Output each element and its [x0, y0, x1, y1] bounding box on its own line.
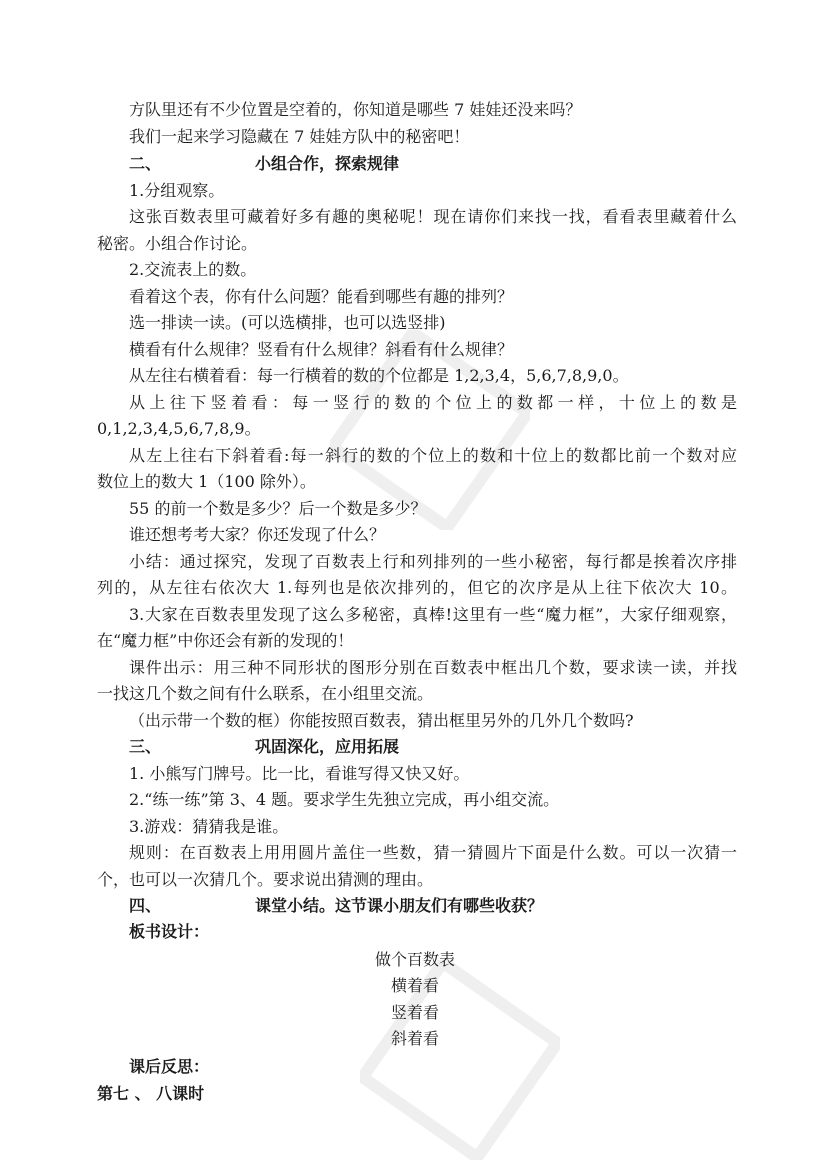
section-heading-3 [129, 735, 737, 759]
text-line: 这张百数表里可藏着好多有趣的奥秘呢！现在请你们来找一找，看看表里藏着什么 [129, 207, 737, 226]
section-number: 四、 [129, 896, 162, 915]
next-lesson-heading: 第七 、 八课时 [97, 1084, 205, 1103]
section-title: 课堂小结。这节课小朋友们有哪些收获？ [255, 896, 544, 915]
board-design-label: 板书设计： [129, 922, 210, 941]
text-line: 在“魔力框”中你还会有新的发现的！ [97, 631, 354, 650]
text-line: 秘密。小组合作讨论。 [97, 234, 258, 253]
text-line: 1. 小熊写门牌号。比一比，看谁写得又快又好。 [129, 764, 470, 783]
text-line: 方队里还有不少位置是空着的，你知道是哪些 7 娃娃还没来吗？ [129, 100, 582, 119]
text-line: 1.分组观察。 [129, 181, 225, 200]
text-line: 数位上的数大 1（100 除外）。 [97, 472, 316, 491]
section-heading-4 [129, 894, 737, 918]
section-number: 三、 [129, 737, 162, 756]
section-heading-2 [129, 152, 737, 176]
board-line: 竖着看 [390, 1003, 439, 1022]
text-line: 谁还想考考大家？你还发现了什么？ [129, 525, 386, 544]
text-line: 规则：在百数表上用用圆片盖住一些数，猜一猜圆片下面是什么数。可以一次猜一 [129, 843, 737, 862]
text-line: 一找这几个数之间有什么联系，在小组里交流。 [97, 684, 434, 703]
text-line: 从左往右横着看：每一行横着的数的个位都是 1,2,3,4，5,6,7,8,9,0。 [129, 366, 629, 385]
text-line: 2.交流表上的数。 [129, 260, 257, 279]
text-line: 2.“练一练”第 3、4 题。要求学生先独立完成，再小组交流。 [129, 790, 560, 809]
board-line: 横着看 [390, 976, 439, 995]
text-line: 3.大家在百数表里发现了这么多秘密，真棒!这里有一些“魔力框”，大家仔细观察， [129, 605, 737, 624]
text-line: 看着这个表，你有什么问题？能看到哪些有趣的排列？ [129, 287, 514, 306]
text-line: 从左上往右下斜着看:每一斜行的数的个位上的数和十位上的数都比前一个数对应 [129, 446, 737, 465]
reflection-label: 课后反思： [129, 1057, 210, 1076]
text-line: 课件出示：用三种不同形状的图形分别在百数表中框出几个数，要求读一读，并找 [129, 658, 737, 677]
section-title: 小组合作，探索规律 [255, 154, 400, 173]
board-line: 斜着看 [390, 1029, 439, 1048]
text-line: 列的，从左往右依次大 1.每列也是依次排列的，但它的次序是从上往下依次大 10。 [97, 578, 737, 597]
text-line: 3.游戏：猜猜我是谁。 [129, 817, 289, 836]
text-line: 从上往下竖着看：每一竖行的数的个位上的数都一样，十位上的数是 [129, 393, 737, 412]
text-line: 选一排读一读。(可以选横排，也可以选竖排) [129, 313, 446, 332]
text-line: 0,1,2,3,4,5,6,7,8,9。 [97, 419, 261, 438]
text-line: 我们一起来学习隐藏在 7 娃娃方队中的秘密吧！ [129, 127, 470, 146]
text-line: 小结：通过探究，发现了百数表上行和列排列的一些小秘密，每行都是挨着次序排 [129, 552, 737, 571]
section-title: 巩固深化，应用拓展 [255, 737, 400, 756]
text-line: （出示带一个数的框）你能按照百数表，猜出框里另外的几外几个数吗? [129, 711, 634, 730]
text-line: 横看有什么规律？竖看有什么规律？斜看有什么规律？ [129, 340, 514, 359]
text-line: 55 的前一个数是多少？后一个数是多少？ [129, 499, 427, 518]
text-line: 个，也可以一次猜几个。要求说出猜测的理由。 [97, 870, 434, 889]
section-number: 二、 [129, 154, 162, 173]
board-line: 做个百数表 [374, 950, 455, 969]
